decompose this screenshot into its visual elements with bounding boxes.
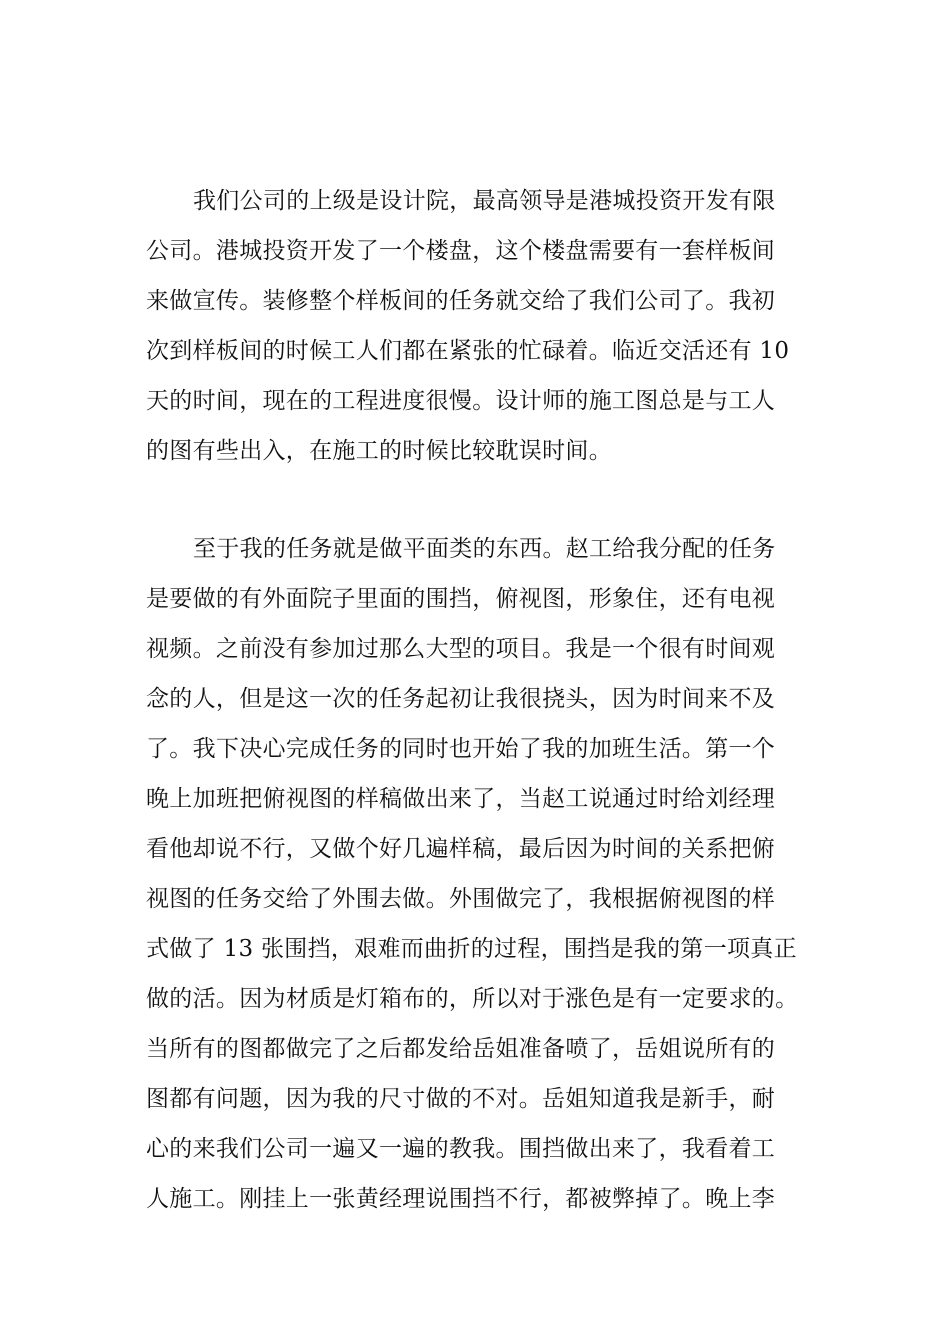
- paragraph-line: 晚上加班把俯视图的样稿做出来了，当赵工说通过时给刘经理: [146, 786, 776, 812]
- paragraph-line: 视图的任务交给了外围去做。外围做完了，我根据俯视图的样: [146, 886, 776, 912]
- paragraph-line: 做的活。因为材质是灯箱布的，所以对于涨色是有一定要求的。: [146, 986, 799, 1012]
- paragraph-line: 人施工。刚挂上一张黄经理说围挡不行，都被弊掉了。晚上李: [146, 1186, 776, 1212]
- paragraph-line: 了。我下决心完成任务的同时也开始了我的加班生活。第一个: [146, 736, 776, 762]
- paragraph-line: 来做宣传。装修整个样板间的任务就交给了我们公司了。我初: [146, 288, 776, 314]
- paragraph-line: 的图有些出入，在施工的时候比较耽误时间。: [146, 438, 612, 464]
- paragraph-line: 当所有的图都做完了之后都发给岳姐准备喷了，岳姐说所有的: [146, 1036, 776, 1062]
- paragraph-line: 念的人，但是这一次的任务起初让我很挠头，因为时间来不及: [146, 686, 776, 712]
- paragraph-line: 心的来我们公司一遍又一遍的教我。围挡做出来了，我看着工: [146, 1136, 776, 1162]
- paragraph-line: 天的时间，现在的工程进度很慢。设计师的施工图总是与工人: [146, 388, 776, 414]
- paragraph-line: 次到样板间的时候工人们都在紧张的忙碌着。临近交活还有 10: [146, 338, 790, 364]
- paragraph-line: 视频。之前没有参加过那么大型的项目。我是一个很有时间观: [146, 636, 776, 662]
- paragraph-line: 公司。港城投资开发了一个楼盘，这个楼盘需要有一套样板间: [146, 238, 776, 264]
- paragraph-line: 式做了 13 张围挡，艰难而曲折的过程，围挡是我的第一项真正: [146, 936, 797, 962]
- paragraph-line: 看他却说不行，又做个好几遍样稿，最后因为时间的关系把俯: [146, 836, 776, 862]
- paragraph-line: 是要做的有外面院子里面的围挡，俯视图，形象住，还有电视: [146, 586, 776, 612]
- paragraph-line: 我们公司的上级是设计院，最高领导是港城投资开发有限: [193, 188, 776, 214]
- paragraph-line: 至于我的任务就是做平面类的东西。赵工给我分配的任务: [193, 536, 776, 562]
- paragraph-line: 图都有问题，因为我的尺寸做的不对。岳姐知道我是新手，耐: [146, 1086, 776, 1112]
